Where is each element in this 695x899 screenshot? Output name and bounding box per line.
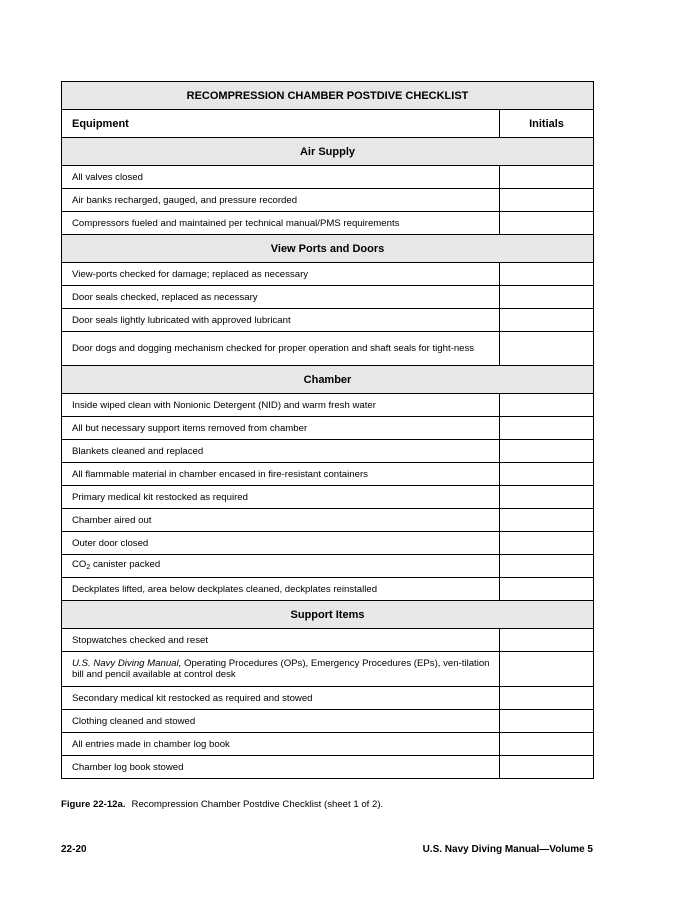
- checklist-row: [62, 629, 594, 652]
- checklist-row: [62, 263, 594, 286]
- figure-caption-text: Recompression Chamber Postdive Checklist (sheet 1 of 2).: [131, 799, 384, 810]
- checklist-item: All but necessary support items removed from chamber: [62, 417, 500, 440]
- initials-cell[interactable]: [500, 189, 594, 212]
- section-title: Air Supply: [62, 138, 594, 166]
- checklist-row: [62, 509, 594, 532]
- checklist-item: Secondary medical kit restocked as required and stowed: [62, 687, 500, 710]
- table-title: RECOMPRESSION CHAMBER POSTDIVE CHECKLIST: [62, 82, 594, 110]
- checklist-item-co2: [62, 555, 500, 578]
- initials-cell[interactable]: [500, 309, 594, 332]
- checklist-item: Door dogs and dogging mechanism checked for proper operation and shaft seals for tight-ness: [62, 332, 500, 366]
- checklist-row: [62, 417, 594, 440]
- checklist-item: Door seals lightly lubricated with approved lubricant: [62, 309, 500, 332]
- initials-cell[interactable]: [500, 286, 594, 309]
- checklist-row: [62, 286, 594, 309]
- checklist-row: [62, 440, 594, 463]
- checklist-item: Air banks recharged, gauged, and pressure recorded: [62, 189, 500, 212]
- section-title: View Ports and Doors: [62, 235, 594, 263]
- initials-cell[interactable]: [500, 212, 594, 235]
- checklist-item: Chamber aired out: [62, 509, 500, 532]
- checklist-row: [62, 687, 594, 710]
- initials-cell[interactable]: [500, 486, 594, 509]
- co2-prefix: CO: [72, 559, 87, 570]
- initials-cell[interactable]: [500, 532, 594, 555]
- checklist-row: [62, 332, 594, 366]
- checklist-item: Primary medical kit restocked as required: [62, 486, 500, 509]
- initials-cell[interactable]: [500, 463, 594, 486]
- checklist-item: Deckplates lifted, area below deckplates cleaned, deckplates reinstalled: [62, 578, 500, 601]
- co2-rest: canister packed: [90, 559, 161, 570]
- checklist-row: [62, 309, 594, 332]
- initials-cell[interactable]: [500, 394, 594, 417]
- co2-subscript: 2: [86, 564, 91, 571]
- initials-cell[interactable]: [500, 263, 594, 286]
- section-title: Chamber: [62, 366, 594, 394]
- checklist-row: [62, 166, 594, 189]
- page-number: 22-20: [61, 844, 87, 855]
- column-header-row: [62, 110, 594, 138]
- section-header-view-ports: [62, 235, 594, 263]
- initials-cell[interactable]: [500, 578, 594, 601]
- column-header-initials: Initials: [500, 110, 594, 138]
- checklist-item: Inside wiped clean with Nonionic Detergent (NID) and warm fresh water: [62, 394, 500, 417]
- checklist-item-manual: [62, 652, 500, 687]
- checklist-row: [62, 652, 594, 687]
- checklist-row: [62, 463, 594, 486]
- initials-cell[interactable]: [500, 166, 594, 189]
- manual-title-footer: U.S. Navy Diving Manual—Volume 5: [422, 844, 593, 855]
- table-title-row: [62, 82, 594, 110]
- checklist-item: All flammable material in chamber encased in fire-resistant containers: [62, 463, 500, 486]
- checklist-item: Blankets cleaned and replaced: [62, 440, 500, 463]
- initials-cell[interactable]: [500, 652, 594, 687]
- checklist-row: [62, 555, 594, 578]
- initials-cell[interactable]: [500, 332, 594, 366]
- checklist-table: [61, 81, 594, 779]
- column-header-equipment: Equipment: [62, 110, 500, 138]
- initials-cell[interactable]: [500, 710, 594, 733]
- section-header-air-supply: [62, 138, 594, 166]
- checklist-item: Door seals checked, replaced as necessary: [62, 286, 500, 309]
- checklist-row: [62, 756, 594, 779]
- checklist-item: Outer door closed: [62, 532, 500, 555]
- checklist-item: Compressors fueled and maintained per technical manual/PMS requirements: [62, 212, 500, 235]
- manual-title: U.S. Navy Diving Manual,: [72, 658, 182, 669]
- initials-cell[interactable]: [500, 756, 594, 779]
- checklist-item: Chamber log book stowed: [62, 756, 500, 779]
- checklist-row: [62, 394, 594, 417]
- initials-cell[interactable]: [500, 733, 594, 756]
- checklist-item: All valves closed: [62, 166, 500, 189]
- manual-rest: Operating Procedures (OPs), Emergency Procedures (EPs), ven-tilation bill and pencil available at control desk: [72, 658, 490, 680]
- checklist-item: All entries made in chamber log book: [62, 733, 500, 756]
- checklist-item: Clothing cleaned and stowed: [62, 710, 500, 733]
- initials-cell[interactable]: [500, 629, 594, 652]
- section-header-chamber: [62, 366, 594, 394]
- checklist-row: [62, 189, 594, 212]
- checklist-row: [62, 212, 594, 235]
- initials-cell[interactable]: [500, 417, 594, 440]
- checklist-row: [62, 486, 594, 509]
- checklist-row: [62, 733, 594, 756]
- checklist-row: [62, 710, 594, 733]
- checklist-item: View-ports checked for damage; replaced as necessary: [62, 263, 500, 286]
- initials-cell[interactable]: [500, 440, 594, 463]
- checklist-row: [62, 532, 594, 555]
- initials-cell[interactable]: [500, 555, 594, 578]
- initials-cell[interactable]: [500, 509, 594, 532]
- section-title: Support Items: [62, 601, 594, 629]
- figure-label: Figure 22-12a.: [61, 799, 126, 810]
- checklist-item: Stopwatches checked and reset: [62, 629, 500, 652]
- figure-caption: [61, 799, 383, 810]
- initials-cell[interactable]: [500, 687, 594, 710]
- checklist-row: [62, 578, 594, 601]
- section-header-support: [62, 601, 594, 629]
